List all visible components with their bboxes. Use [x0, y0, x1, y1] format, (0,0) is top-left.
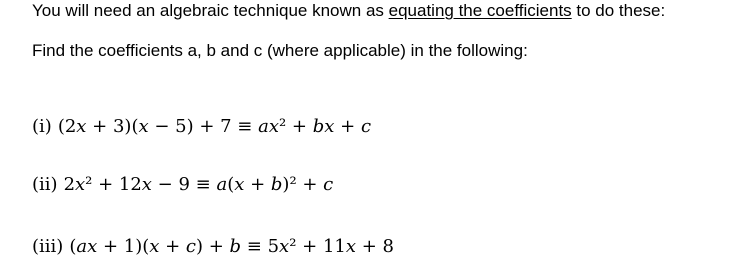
problem-item-2 — [32, 174, 333, 195]
intro-text-start: You will need an algebraic technique known as — [32, 1, 389, 20]
problem-label-1: (i) — [32, 116, 52, 137]
problem-label-2: (ii) — [32, 174, 58, 195]
equating-coefficients-term: equating the coefficients — [388, 1, 572, 20]
problem-item-3 — [32, 236, 394, 257]
problem-expression-3: (𝑎𝑥 + 1)(𝑥 + 𝑐) + 𝑏 ≡ 5𝑥² + 11𝑥 + 8 — [69, 236, 394, 257]
problem-expression-2: 2𝑥² + 12𝑥 − 9 ≡ 𝑎(𝑥 + 𝑏)² + 𝑐 — [63, 174, 334, 195]
instruction-text: Find the coefficients a, b and c (where applicable) in the following: — [32, 41, 528, 60]
problem-expression-1: (2𝑥 + 3)(𝑥 − 5) + 7 ≡ 𝑎𝑥² + 𝑏𝑥 + 𝑐 — [57, 116, 372, 137]
problem-label-3: (iii) — [32, 236, 64, 257]
problem-item-1 — [32, 116, 371, 137]
intro-text — [32, 1, 665, 21]
intro-text-end: to do these: — [571, 1, 666, 20]
